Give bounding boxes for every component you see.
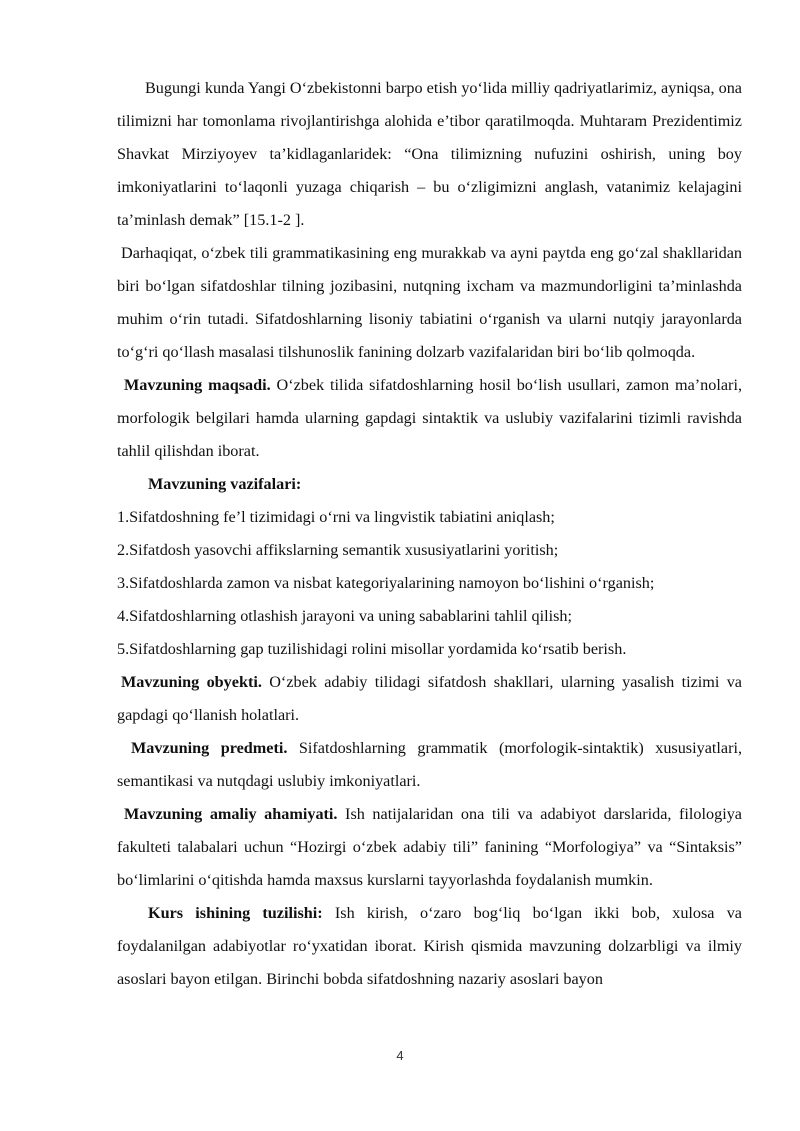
- structure-text: Ish kirish, o‘zaro bog‘liq bo‘lgan ikki bob, xulosa va foydalanilgan adabiyotlar ro‘yxatidan iborat. Kirish qismida mavzuning dolzarbligi va ilmiy asoslari bayon etilgan. Birinchi bobda sifatdoshning nazariy asoslari bayon: [117, 904, 742, 988]
- subject-paragraph: [117, 732, 742, 798]
- object-paragraph: [117, 666, 742, 732]
- practical-text: Ish natijalaridan ona tili va adabiyot darslarida, filologiya fakulteti talabalari uchun “Hozirgi o‘zbek adabiy tili” fanining “Morfologiya” va “Sintaksis” bo‘limlarini o‘qitishda hamda maxsus kurslarni tayyorlashda foydalanish mumkin.: [117, 805, 742, 889]
- goal-paragraph: [117, 369, 742, 468]
- practical-label: Mavzuning amaliy ahamiyati.: [124, 805, 338, 823]
- subject-label: Mavzuning predmeti.: [131, 739, 288, 757]
- object-label: Mavzuning obyekti.: [121, 673, 262, 691]
- goal-text: O‘zbek tilida sifatdoshlarning hosil bo‘lish usullari, zamon ma’nolari, morfologik belgilari hamda ularning gapdagi sintaktik va uslubiy vazifalarini tizimli ravishda tahlil qilishdan iborat.: [117, 376, 742, 460]
- practical-paragraph: [117, 798, 742, 897]
- list-item: 5.Sifatdoshlarning gap tuzilishidagi rolini misollar yordamida ko‘rsatib berish.: [117, 640, 627, 658]
- page-number: 4: [396, 1048, 404, 1063]
- list-item: 3.Sifatdoshlarda zamon va nisbat kategoriyalarining namoyon bo‘lishini o‘rganish;: [117, 574, 655, 592]
- relevance-paragraph: Darhaqiqat, o‘zbek tili grammatikasining eng murakkab va ayni paytda eng go‘zal shakllaridan biri bo‘lgan sifatdoshlar tilning jozibasini, nutqning ixcham va mazmundorligini ta’minlashda muhim o‘rin tutadi. Sifatdoshlarning lisoniy tabiatini o‘rganish va ularni nutqiy jarayonlarda to‘g‘ri qo‘llash masalasi tilshunoslik fanining dolzarb vazifalaridan biri bo‘lib qolmoqda.: [117, 244, 742, 361]
- list-item: 1.Sifatdoshning fe’l tizimidagi o‘rni va lingvistik tabiatini aniqlash;: [117, 508, 555, 526]
- tasks-heading: Mavzuning vazifalari:: [148, 475, 302, 493]
- intro-paragraph: Bugungi kunda Yangi O‘zbekistonni barpo etish yo‘lida milliy qadriyatlarimiz, ayniqsa, ona tilimizni har tomonlama rivojlantirishga alohida e’tibor qaratilmoqda. Muhtaram Prezidentimiz Shavkat Mirziyoyev ta’kidlaganlaridek: “Ona tilimizning nufuzini oshirish, uning boy imkoniyatlarini to‘laqonli yuzaga chiqarish – bu o‘zligimizni anglash, vatanimiz kelajagini ta’minlash demak” [15.1-2 ].: [117, 79, 742, 229]
- list-item: 2.Sifatdosh yasovchi affikslarning semantik xususiyatlarini yoritish;: [117, 541, 559, 559]
- goal-label: Mavzuning maqsadi.: [124, 376, 271, 394]
- structure-paragraph: [117, 897, 742, 996]
- subject-text: Sifatdoshlarning grammatik (morfologik-sintaktik) xususiyatlari, semantikasi va nutqdagi uslubiy imkoniyatlari.: [117, 739, 742, 790]
- tasks-list: [117, 501, 742, 666]
- list-item: 4.Sifatdoshlarning otlashish jarayoni va uning sabablarini tahlil qilish;: [117, 607, 572, 625]
- document-page: [117, 72, 742, 996]
- object-text: O‘zbek adabiy tilidagi sifatdosh shakllari, ularning yasalish tizimi va gapdagi qo‘llanish holatlari.: [117, 673, 742, 724]
- structure-label: Kurs ishining tuzilishi:: [148, 904, 323, 922]
